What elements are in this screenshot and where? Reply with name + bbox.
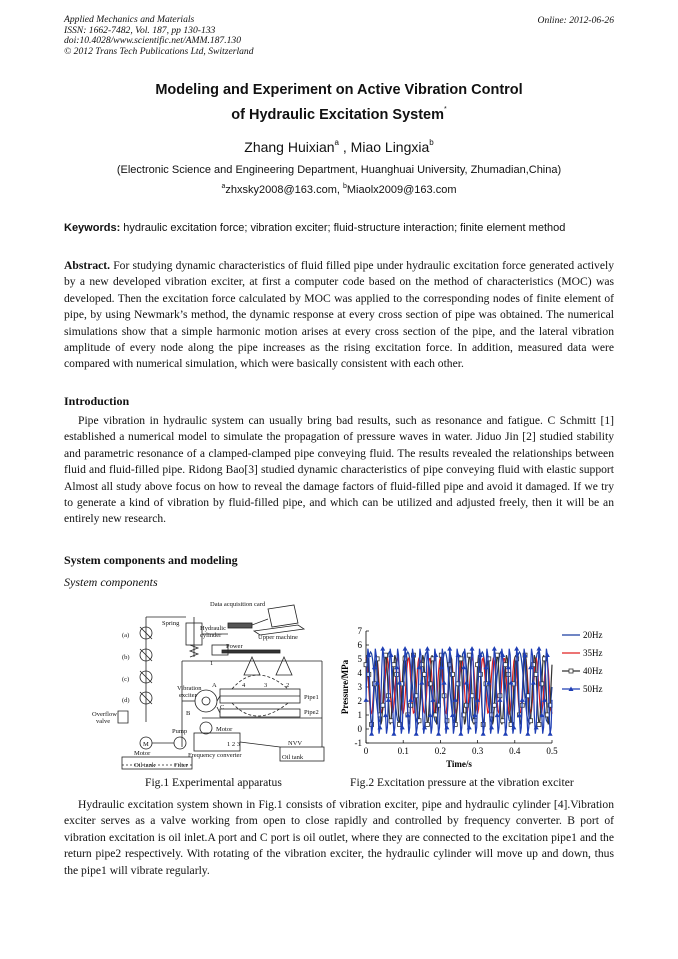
- point-50Hz: [403, 646, 408, 651]
- point-40Hz: [425, 722, 429, 726]
- point-50Hz: [414, 731, 419, 736]
- section-heading-system: System components and modeling: [64, 553, 238, 567]
- author-1: Zhang Huixian: [244, 139, 335, 155]
- x-axis-label: Time/s: [446, 759, 472, 769]
- label-overflow: Overflow: [92, 711, 117, 718]
- label-nvv: NVV: [288, 740, 303, 747]
- authors: Zhang Huixian$^a$ , Miao Lingxia$^b$: [244, 138, 434, 155]
- y-tick-label: 0: [357, 724, 362, 734]
- label-hydraulic: Hydraulic: [200, 625, 226, 632]
- x-tick-label: 0.3: [471, 746, 484, 756]
- emails: $^a$zhxsky2008@163.com, $^b$Miaolx2009@163.com: [221, 183, 457, 196]
- label-daq-card: Data acquisition card: [210, 601, 266, 608]
- label-oil-tank-2: Oil tank: [282, 754, 304, 761]
- label-2: 2: [286, 682, 290, 689]
- point-50Hz: [470, 646, 475, 651]
- label-freq-converter: Frequency converter: [188, 752, 242, 759]
- y-axis-label: Pressure/MPa: [340, 659, 350, 715]
- label-filter: Filter: [174, 762, 189, 769]
- point-50Hz: [481, 731, 486, 736]
- x-tick-label: 0.4: [509, 746, 521, 756]
- keywords: Keywords: hydraulic excitation force; vibration exciter; fluid-structure interaction; finite element method: [64, 222, 566, 234]
- label-port-c: C: [220, 704, 225, 711]
- y-tick-label: 4: [357, 668, 362, 678]
- point-40Hz: [459, 657, 463, 661]
- figure-1-apparatus: [82, 597, 340, 775]
- author-2: Miao Lingxia: [350, 139, 430, 155]
- point-50Hz: [436, 731, 441, 736]
- label-motor-exciter: Motor: [216, 726, 233, 733]
- y-tick-label: 7: [357, 626, 362, 636]
- abstract-label: Abstract.: [64, 259, 111, 272]
- label-upper-machine: Upper machine: [258, 634, 298, 641]
- subsection-heading-components: System components: [64, 575, 158, 589]
- y-tick-label: 3: [357, 682, 362, 692]
- point-40Hz: [464, 703, 468, 707]
- y-tick-label: 1: [357, 710, 362, 720]
- label-b: (b): [122, 654, 130, 661]
- abstract: Abstract. For studying dynamic characteristics of fluid filled pipe under hydraulic excitation force generated actively by a new developed vibration exciter, at first a computer code based on the method of characteristics (MOC) was developed. Then the excitation force calculated by MOC was applied to the corresponding nodes of finite element of pipe, by using Newmark’s method, the dynamic response at every cross section of pipe was obtained. The numerical simulations show that a simple harmonic motion arises at every cross section of the pipe, and the lateral vibration amplitude of every node along the pipe increases as the rising excitation force. In addition, measured data were compared with numerical simulation, which were basically consistent with each other.: [64, 259, 614, 371]
- point-50Hz: [548, 731, 553, 736]
- legend-label-40Hz: 40Hz: [583, 666, 603, 676]
- paper-title-line-1: Modeling and Experiment on Active Vibration Control: [155, 82, 523, 98]
- point-50Hz: [425, 646, 430, 651]
- system-paragraph: Hydraulic excitation system shown in Fig.1 consists of vibration exciter, pipe and hydraulic cylinder [4].Vibration exciter serves as a valve working from open to close rapidly and controlled by frequency converter. B port of vibration excitation is oil inlet.A port and C port is oil outlet, where they are connected to the excitation pipe1 and the return pipe2 respectively. With rotating of the vibration exciter, the hydraulic cylinder will move up and down, thus the pipe1 will vibrate regularly.: [64, 798, 614, 877]
- label-123: 1 2 3: [227, 741, 240, 748]
- label-m: M: [143, 741, 149, 748]
- x-tick-label: 0.2: [434, 746, 447, 756]
- label-valve: valve: [96, 718, 111, 725]
- journal-header: [64, 15, 254, 57]
- label-power: Power: [226, 643, 243, 650]
- title-footnote-mark: *: [444, 106, 447, 113]
- point-50Hz: [369, 731, 374, 736]
- point-40Hz: [504, 663, 508, 667]
- paper-title-line-2: of Hydraulic Excitation System*: [231, 106, 447, 123]
- point-50Hz: [536, 646, 541, 651]
- label-port-a: A: [212, 682, 217, 689]
- legend-label-20Hz: 20Hz: [583, 630, 603, 640]
- label-motor-pump: Motor: [134, 750, 151, 757]
- label-exciter: exciter: [179, 692, 197, 699]
- label-pipe1: Pipe1: [304, 694, 319, 701]
- point-50Hz: [458, 731, 463, 736]
- point-50Hz: [492, 646, 497, 651]
- point-50Hz: [364, 697, 369, 702]
- doi: doi:10.4028/www.scientific.net/AMM.187.130: [64, 35, 242, 47]
- x-tick-label: 0.5: [546, 746, 558, 756]
- section-heading-introduction: Introduction: [64, 394, 130, 408]
- point-40Hz: [389, 719, 393, 723]
- online-date: Online: 2012-06-26: [537, 15, 614, 26]
- legend-label-50Hz: 50Hz: [583, 684, 603, 694]
- label-a: (a): [122, 632, 130, 639]
- point-50Hz: [520, 697, 525, 702]
- legend-label-35Hz: 35Hz: [583, 648, 603, 658]
- point-50Hz: [447, 646, 452, 651]
- point-50Hz: [525, 731, 530, 736]
- point-40Hz: [392, 663, 396, 667]
- point-50Hz: [391, 731, 396, 736]
- label-spring: Spring: [162, 620, 180, 627]
- point-40Hz: [537, 722, 541, 726]
- copyright: © 2012 Trans Tech Publications Ltd, Switzerland: [64, 45, 254, 57]
- label-cylinder: cylinder: [200, 632, 222, 639]
- y-tick-label: 2: [357, 696, 362, 706]
- figure-1-caption: Fig.1 Experimental apparatus: [145, 776, 282, 789]
- label-pump: Pump: [172, 728, 188, 735]
- point-50Hz: [380, 646, 385, 651]
- label-4: 4: [242, 682, 246, 689]
- label-3: 3: [264, 682, 268, 689]
- label-pipe2: Pipe2: [304, 709, 319, 716]
- point-40Hz: [467, 653, 471, 657]
- intro-paragraph: Pipe vibration in hydraulic system can usually bring bad results, such as resonance and fatigue. C Schmitt [1] established a numerical model to simulate the propagation of pressure waves in water. Jiduo Jin [2] studied stability and parametric resonance of a clamped-clamped pipe conveying fluid. The results revealed the relationships between fluid and fluid-filled pipe. Ridong Bao[3] studied dynamic characteristics of pipe conveying fluid with elastic support Almost all study above focus on how to reveal the damage factors of fluid-filled pipe and avoid it damaged. If we try to generate a kind of vibration by fluid-filled pipe, and which can be utilized and adjusted freely, then it will be an entirely new research.: [64, 414, 614, 526]
- point-50Hz: [514, 646, 519, 651]
- keywords-label: Keywords:: [64, 222, 121, 234]
- x-tick-label: 0.1: [397, 746, 409, 756]
- point-50Hz: [531, 680, 536, 685]
- legend-marker-40Hz: [569, 669, 573, 673]
- x-tick-label: 0: [363, 746, 369, 756]
- label-vibration: Vibration: [177, 685, 202, 692]
- issn: ISSN: 1662-7482, Vol. 187, pp 130-133: [64, 24, 216, 36]
- figure-2-caption: Fig.2 Excitation pressure at the vibration exciter: [350, 776, 574, 789]
- label-c: (c): [122, 676, 130, 683]
- label-1: 1: [210, 660, 214, 667]
- figure-2-chart: [340, 623, 616, 778]
- journal-name: Applied Mechanics and Materials: [64, 14, 195, 25]
- label-oil-tank: Oil tank: [134, 762, 156, 769]
- point-50Hz: [503, 731, 508, 736]
- label-d: (d): [122, 697, 130, 704]
- affiliation: (Electronic Science and Engineering Department, Huanghuai University, Zhumadian,China): [116, 164, 562, 176]
- point-50Hz: [419, 680, 424, 685]
- y-tick-label: 6: [357, 640, 362, 650]
- y-tick-label: 5: [357, 654, 362, 664]
- point-40Hz: [501, 719, 505, 723]
- y-tick-label: -1: [354, 738, 362, 748]
- label-port-b: B: [186, 710, 191, 717]
